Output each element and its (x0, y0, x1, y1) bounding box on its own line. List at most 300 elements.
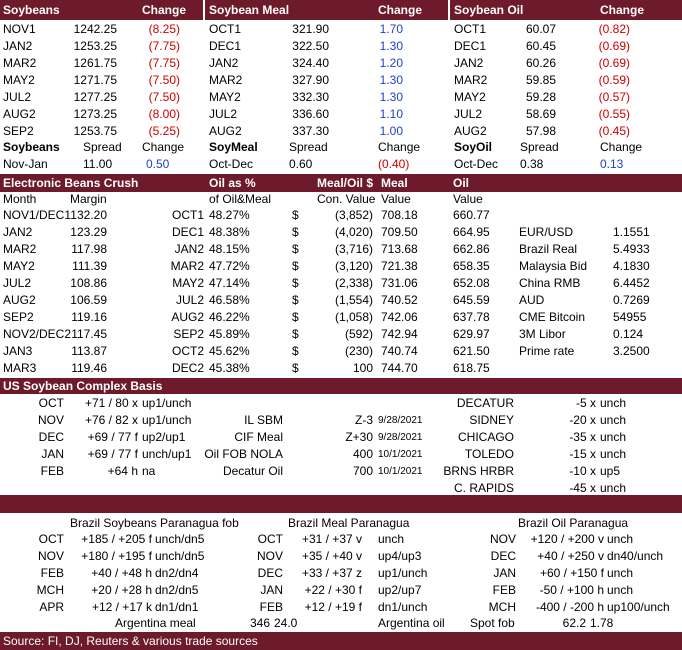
crush-oil-pct: 46.22% (209, 310, 250, 324)
soymeal-change: 1.00 (379, 124, 403, 138)
argentina-oil-change: 1.78 (590, 616, 614, 630)
crush-sub: of Oil&Meal (209, 192, 272, 206)
basis-value: +76 / 82 x (84, 413, 138, 427)
soymeal-price: 327.90 (292, 73, 329, 87)
crush-margin: 117.45 (71, 327, 107, 341)
crush-meal-value: 721.38 (381, 259, 418, 273)
crush-meal-value: 740.52 (381, 293, 418, 307)
fx-label: Malaysia Bid (519, 259, 588, 273)
crush-meal-value: 709.50 (381, 225, 418, 239)
crush-dollar: $ (292, 259, 299, 273)
city-name: BRNS HRBR (443, 464, 514, 478)
soymeal-month: OCT1 (209, 22, 242, 36)
brazil-soy-value: +40 / +48 h (91, 566, 152, 580)
crush-dollar: $ (292, 276, 299, 290)
meal-basis-value: Z-3 (355, 413, 373, 427)
soymeal-month: MAR2 (209, 73, 243, 87)
soyoil-change: (0.55) (598, 107, 630, 121)
soybean-price: 1253.25 (73, 39, 117, 53)
soybean-change: (8.25) (148, 22, 180, 36)
meal-basis-label: IL SBM (244, 413, 283, 427)
spread-label: Spread (289, 140, 328, 154)
crush-oil-value: 645.59 (453, 293, 490, 307)
brazil-oil-month: JAN (493, 566, 516, 580)
crush-month: MAR3 (3, 361, 37, 375)
brazil-meal-month: NOV (256, 549, 283, 563)
crush-oil-month: JAN2 (174, 242, 204, 256)
spread-value: 0.13 (600, 157, 624, 171)
meal-basis-date: 9/28/2021 (378, 432, 423, 443)
brazil-soy-month: APR (39, 600, 64, 614)
crush-dollar: $ (292, 361, 299, 375)
brazil-oil-month: FEB (492, 583, 516, 597)
soymeal-month: MAY2 (209, 90, 241, 104)
fx-label: Brazil Real (519, 242, 578, 256)
argentina-meal-change: 24.0 (274, 616, 298, 630)
soymeal-change: 1.20 (379, 56, 403, 70)
crush-oil-pct: 45.38% (209, 361, 250, 375)
brazil-soy-change: unch/dn5 (155, 532, 205, 546)
brazil-oil-value: +40 / +250 v (537, 549, 604, 563)
brazil-oil-value: -400 / -200 h (535, 600, 604, 614)
city-basis: -5 x (575, 396, 596, 410)
brazil-oil-month: NOV (489, 532, 516, 546)
basis-value: +69 / 77 f (87, 447, 138, 461)
soybean-price: 1253.75 (73, 124, 117, 138)
soybean-change: (8.00) (148, 107, 180, 121)
crush-con-value: (230) (344, 344, 373, 358)
footer (0, 632, 682, 650)
crush-dollar: $ (292, 327, 299, 341)
soybean-change: (7.75) (148, 39, 180, 53)
meal-basis-value: 400 (352, 447, 373, 461)
brazil-meal-change: unch (378, 532, 405, 546)
crush-oilvalue-heading: Oil (453, 176, 470, 190)
soyoil-price: 58.69 (525, 107, 556, 121)
soybean-month: MAR2 (3, 56, 37, 70)
soybean-price: 1277.25 (73, 90, 117, 104)
city-change: up5 (600, 464, 621, 478)
fx-value: 3.2500 (613, 344, 650, 358)
meal-basis-date: 10/1/2021 (378, 466, 423, 477)
soybean-change: (7.50) (148, 73, 180, 87)
soybean-month: JUL2 (3, 90, 32, 104)
brazil-meal-value: +33 / +37 z (301, 566, 362, 580)
soyoil-price: 60.26 (525, 56, 556, 70)
fx-label: EUR/USD (519, 225, 574, 239)
basis-value: +64 h (107, 464, 138, 478)
crush-con-value: (1,554) (334, 293, 373, 307)
basis-month: NOV (37, 413, 64, 427)
soybean-price: 1273.25 (73, 107, 117, 121)
brazil-oil-change: unch (607, 583, 634, 597)
soyoil-month: DEC1 (454, 39, 487, 53)
brazil-soy-value: +185 / +205 f (81, 532, 152, 546)
soymeal-month: JAN2 (209, 56, 239, 70)
crush-month: JAN2 (3, 225, 33, 239)
crush-oil-value: 621.50 (453, 344, 490, 358)
crush-oil-month: JUL2 (175, 293, 204, 307)
crush-month: SEP2 (3, 310, 34, 324)
crush-month: NOV2/DEC2 (3, 327, 72, 341)
city-name: SIDNEY (469, 413, 514, 427)
city-name: CHICAGO (457, 430, 514, 444)
brazil-soy-change: dn2/dn5 (155, 583, 199, 597)
basis-month: OCT (38, 396, 64, 410)
crush-con-value: (3,852) (334, 208, 373, 222)
fx-label: 3M Libor (519, 327, 566, 341)
soymeal-price: 332.30 (292, 90, 329, 104)
crush-month: MAR2 (3, 242, 37, 256)
crush-month: MAY2 (3, 259, 35, 273)
soyoil-change: (0.45) (598, 124, 630, 138)
crush-margin: 123.29 (70, 225, 107, 239)
argentina-spot-label: Spot fob (470, 616, 515, 630)
soyoil-month: JAN2 (454, 56, 484, 70)
basis-change: unch/up1 (142, 447, 192, 461)
argentina-oil-label: Argentina oil (378, 616, 445, 630)
soybean-month: NOV1 (3, 22, 36, 36)
crush-dollar: $ (292, 293, 299, 307)
soymeal-change: 1.10 (379, 107, 403, 121)
city-change: unch (600, 396, 627, 410)
basis-month: JAN (41, 447, 64, 461)
basis-change: up1/unch (142, 413, 192, 427)
soyoil-price: 59.85 (525, 73, 556, 87)
crush-sub: Month (3, 192, 37, 206)
crush-month: JAN3 (3, 344, 33, 358)
brazil-meal-month: OCT (257, 532, 283, 546)
crush-meal-heading: Meal (381, 176, 408, 190)
soymeal-change: 1.30 (379, 39, 403, 53)
brazil-meal-change: dn1/unch (378, 600, 428, 614)
brazil-oil-change: unch (607, 532, 634, 546)
brazil-soy-month: MCH (36, 583, 64, 597)
fx-value: 4.1830 (613, 259, 650, 273)
crush-oil-pct: 48.38% (209, 225, 250, 239)
crush-con-value: (2,338) (334, 276, 373, 290)
city-basis: -35 x (569, 430, 596, 444)
city-name: DECATUR (456, 396, 514, 410)
source-note: Source: FI, DJ, Reuters & various trade sources (3, 634, 258, 648)
crush-margin: 106.59 (70, 293, 107, 307)
brazil-soy-value: +180 / +195 f (81, 549, 152, 563)
brazil-oil-month: MCH (488, 600, 516, 614)
soyoil-change: (0.69) (598, 39, 630, 53)
soymeal-month: JUL2 (209, 107, 238, 121)
crush-oil-month: DEC1 (171, 225, 204, 239)
crush-oil-pct: 45.89% (209, 327, 250, 341)
crush-oil-value: 658.35 (453, 259, 490, 273)
soybean-month: JAN2 (3, 39, 33, 53)
basis-header (0, 378, 682, 394)
spread-label: Change (600, 140, 643, 154)
soymeal-change-heading: Change (378, 3, 423, 17)
crush-con-value: (4,020) (334, 225, 373, 239)
soybean-month: SEP2 (3, 124, 34, 138)
soybean-change: (7.50) (148, 90, 180, 104)
brazil-oil-title: Brazil Oil Paranagua (518, 516, 629, 530)
fx-value: 0.7269 (613, 293, 650, 307)
soybean-month: MAY2 (3, 73, 35, 87)
brazil-soy-month: OCT (38, 532, 64, 546)
crush-sub: Value (453, 192, 483, 206)
brazil-meal-title: Brazil Meal Paranagua (288, 516, 410, 530)
brazil-meal-month: FEB (259, 600, 283, 614)
meal-basis-value: Z+30 (345, 430, 373, 444)
crush-meal-value: 713.68 (381, 242, 418, 256)
crush-margin: 119.16 (71, 310, 107, 324)
city-change: unch (600, 413, 627, 427)
city-name: TOLEDO (464, 447, 514, 461)
spread-label: SoyMeal (209, 140, 258, 154)
basis-change: na (142, 464, 156, 478)
brazil-meal-value: +12 / +19 f (304, 600, 362, 614)
brazil-oil-month: DEC (490, 549, 516, 563)
soybeans-change-heading: Change (142, 3, 187, 17)
soymeal-price: 337.30 (292, 124, 329, 138)
soybean-price: 1242.25 (73, 22, 117, 36)
crush-margin: 113.87 (71, 344, 107, 358)
crush-month: NOV1/DEC1 (3, 208, 72, 222)
crush-oil-value: 637.78 (453, 310, 490, 324)
city-basis: -20 x (569, 413, 596, 427)
crush-header (0, 174, 682, 192)
soyoil-price: 60.45 (525, 39, 556, 53)
meal-basis-label: CIF Meal (234, 430, 283, 444)
crush-oil-value: 664.95 (453, 225, 490, 239)
crush-oil-pct: 48.27% (209, 208, 250, 222)
basis-title: US Soybean Complex Basis (3, 379, 163, 393)
fx-value: 6.4452 (613, 276, 650, 290)
crush-meal-value: 742.94 (381, 327, 418, 341)
fx-label: China RMB (519, 276, 581, 290)
brazil-soy-change: dn1/dn1 (155, 600, 199, 614)
soyoil-change: (0.59) (598, 73, 630, 87)
city-name: C. RAPIDS (453, 481, 514, 495)
crush-oil-month: OCT1 (171, 208, 204, 222)
brazil-meal-change: up2/up7 (378, 583, 422, 597)
basis-month: DEC (38, 430, 64, 444)
crush-oil-month: DEC2 (171, 361, 204, 375)
meal-basis-date: 10/1/2021 (378, 449, 423, 460)
city-change: unch (600, 447, 627, 461)
soybean-change: (5.25) (148, 124, 180, 138)
brazil-soy-change: dn2/dn4 (155, 566, 199, 580)
soyoil-change: (0.82) (598, 22, 630, 36)
divider (448, 0, 450, 20)
city-change: unch (600, 430, 627, 444)
crush-month: AUG2 (3, 293, 36, 307)
divider (203, 0, 205, 20)
crush-oil-value: 618.75 (453, 361, 490, 375)
crush-margin: 117.98 (71, 242, 107, 256)
soymeal-month: AUG2 (209, 124, 242, 138)
brazil-meal-month: DEC (257, 566, 283, 580)
soymeal-price: 336.60 (292, 107, 329, 121)
crush-con-value: (592) (344, 327, 373, 341)
spread-label: Spread (83, 140, 122, 154)
soymeal-price: 322.50 (292, 39, 329, 53)
basis-month: FEB (40, 464, 64, 478)
crush-dollar: $ (292, 242, 299, 256)
brazil-meal-value: +31 / +37 v (301, 532, 362, 546)
crush-oil-month: OCT2 (171, 344, 204, 358)
soymeal-month: DEC1 (209, 39, 242, 53)
crush-dollar: $ (292, 208, 299, 222)
futures-header (0, 0, 682, 20)
brazil-oil-change: dn40/unch (607, 549, 664, 563)
crush-dollar: $ (292, 225, 299, 239)
brazil-soy-title: Brazil Soybeans Paranagua fob (70, 516, 239, 530)
crush-meal-value: 744.70 (381, 361, 418, 375)
soyoil-price: 57.98 (525, 124, 556, 138)
basis-change: up1/unch (142, 396, 192, 410)
soymeal-change: 1.70 (379, 22, 403, 36)
brazil-soy-month: NOV (37, 549, 64, 563)
soymeal-change: 1.30 (379, 90, 403, 104)
crush-sub: Con. Value (317, 192, 376, 206)
brazil-oil-change: unch (607, 566, 634, 580)
crush-dollar: $ (292, 310, 299, 324)
spread-value: 0.38 (520, 157, 544, 171)
brazil-oil-value: +60 / +150 f (539, 566, 604, 580)
crush-margin: 119.46 (71, 361, 107, 375)
basis-value: +69 / 77 f (87, 430, 138, 444)
crush-oil-pct: 46.58% (209, 293, 250, 307)
crush-oil-pct: 47.14% (209, 276, 250, 290)
spread-label: Change (142, 140, 185, 154)
section-band (0, 495, 682, 513)
meal-basis-date: 9/28/2021 (378, 415, 423, 426)
crush-oil-value: 652.08 (453, 276, 490, 290)
city-basis: -15 x (569, 447, 596, 461)
soymeal-heading: Soybean Meal (209, 3, 290, 17)
crush-oil-month: AUG2 (171, 310, 204, 324)
soybean-price: 1271.75 (73, 73, 117, 87)
crush-oil-month: MAR2 (170, 259, 204, 273)
crush-meal-value: 708.18 (381, 208, 418, 222)
meal-basis-value: 700 (352, 464, 373, 478)
city-basis: -10 x (569, 464, 596, 478)
crush-con-value: 100 (352, 361, 373, 375)
meal-basis-label: Decatur Oil (222, 464, 283, 478)
brazil-oil-value: +120 / +200 v (530, 532, 604, 546)
soybean-month: AUG2 (3, 107, 36, 121)
spread-value: Oct-Dec (454, 157, 499, 171)
spread-label: SoyOil (454, 140, 493, 154)
crush-margin: 108.86 (70, 276, 107, 290)
crush-meal-value: 731.06 (381, 276, 418, 290)
crush-dollar: $ (292, 344, 299, 358)
crush-con-value: (1,058) (334, 310, 373, 324)
argentina-oil-value: 62.2 (562, 616, 586, 630)
fx-label: AUD (519, 293, 545, 307)
crush-oil-month: MAY2 (172, 276, 204, 290)
city-change: unch (600, 481, 627, 495)
brazil-oil-change: up100/unch (607, 600, 670, 614)
soyoil-month: MAY2 (454, 90, 486, 104)
crush-sub: Value (381, 192, 411, 206)
crush-month: JUL2 (3, 276, 32, 290)
crush-oil-value: 629.97 (453, 327, 490, 341)
spread-value: Oct-Dec (209, 157, 254, 171)
brazil-meal-change: up4/up3 (378, 549, 422, 563)
crush-title: Electronic Beans Crush (3, 176, 139, 190)
soymeal-price: 324.40 (292, 56, 329, 70)
soybean-price: 1261.75 (73, 56, 117, 70)
crush-meal-value: 742.06 (381, 310, 418, 324)
brazil-soy-change: unch/dn5 (155, 549, 205, 563)
argentina-meal-label: Argentina meal (115, 616, 196, 630)
brazil-soy-value: +12 / +17 k (91, 600, 152, 614)
soyoil-heading: Soybean Oil (454, 3, 524, 17)
spread-label: Change (378, 140, 421, 154)
brazil-meal-month: JAN (260, 583, 283, 597)
brazil-meal-value: +35 / +40 v (301, 549, 362, 563)
crush-mealoil-heading: Meal/Oil $ (317, 176, 374, 190)
argentina-meal-value: 346 (249, 616, 270, 630)
meal-basis-label: Oil FOB NOLA (204, 447, 283, 461)
soyoil-price: 59.28 (525, 90, 556, 104)
fx-value: 54955 (613, 310, 647, 324)
crush-oil-value: 660.77 (453, 208, 490, 222)
brazil-meal-value: +22 / +30 f (304, 583, 362, 597)
crush-oil-pct: 48.15% (209, 242, 250, 256)
soyoil-price: 60.07 (525, 22, 556, 36)
crush-margin: 132.20 (70, 208, 107, 222)
spread-value: 0.60 (289, 157, 313, 171)
fx-value: 5.4933 (613, 242, 650, 256)
spread-label: Spread (520, 140, 559, 154)
soymeal-change: 1.30 (379, 73, 403, 87)
soyoil-month: JUL2 (454, 107, 483, 121)
soyoil-month: OCT1 (454, 22, 487, 36)
soymeal-price: 321.90 (292, 22, 329, 36)
crush-oil-pct: 47.72% (209, 259, 250, 273)
crush-margin: 111.39 (72, 259, 107, 273)
fx-value: 0.124 (613, 327, 644, 341)
fx-value: 1.1551 (613, 225, 650, 239)
fx-label: CME Bitcoin (519, 310, 586, 324)
crush-oil-month: SEP2 (173, 327, 204, 341)
crush-meal-value: 740.74 (381, 344, 418, 358)
city-basis: -45 x (569, 481, 596, 495)
soyoil-change: (0.69) (598, 56, 630, 70)
soybeans-heading: Soybeans (3, 3, 60, 17)
spread-value: (0.40) (378, 157, 410, 171)
fx-label: Prime rate (519, 344, 575, 358)
brazil-meal-change: up1/unch (378, 566, 428, 580)
soyoil-month: MAR2 (454, 73, 488, 87)
crush-con-value: (3,120) (334, 259, 373, 273)
basis-value: +71 / 80 x (84, 396, 138, 410)
soybean-change: (7.75) (148, 56, 180, 70)
soyoil-change-heading: Change (600, 3, 645, 17)
soyoil-month: AUG2 (454, 124, 487, 138)
brazil-soy-value: +20 / +28 h (91, 583, 152, 597)
spread-value: 0.50 (146, 157, 170, 171)
basis-change: up2/up1 (142, 430, 186, 444)
spread-label: Soybeans (3, 140, 60, 154)
crush-oil-value: 662.86 (453, 242, 490, 256)
soyoil-change: (0.57) (598, 90, 630, 104)
crush-con-value: (3,716) (334, 242, 373, 256)
spread-value: 11.00 (83, 157, 113, 171)
crush-sub: Margin (70, 192, 107, 206)
crush-oil-heading: Oil as % (209, 176, 256, 190)
crush-oil-pct: 45.62% (209, 344, 250, 358)
